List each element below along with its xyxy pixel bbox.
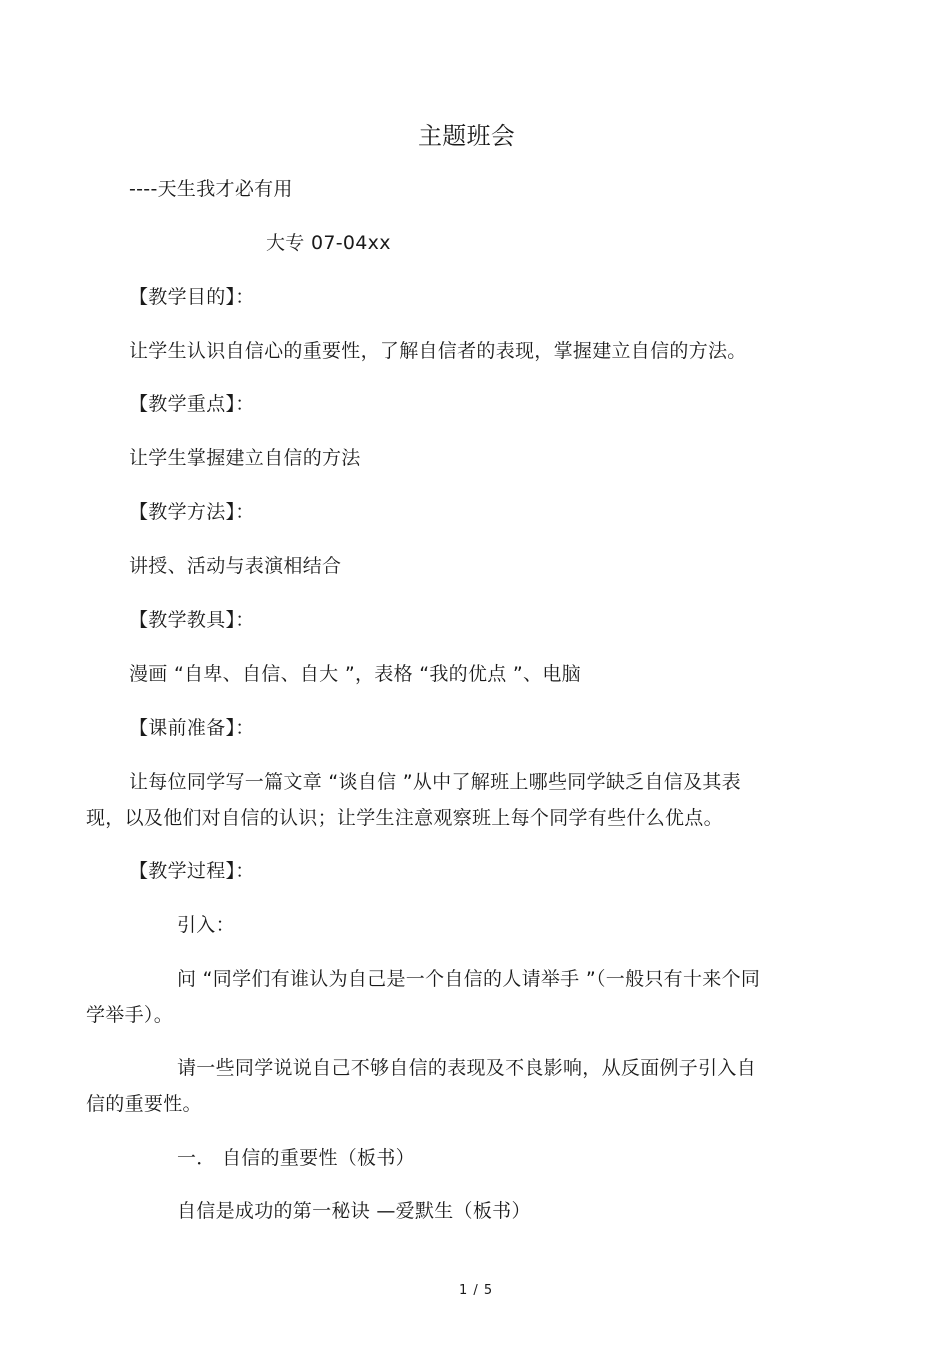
prep-text-line-1: 让每位同学写一篇文章 “谈自信 ”从中了解班上哪些同学缺乏自信及其表 [129, 771, 741, 793]
quote-text: 自信是成功的第一秘诀 —爱默生（板书） [177, 1200, 531, 1222]
goal-text: 让学生认识自信心的重要性，了解自信者的表现，掌握建立自信的方法。 [129, 340, 747, 362]
document-subtitle: ----天生我才必有用 [129, 178, 293, 200]
question-line-1: 问 “同学们有谁认为自己是一个自信的人请举手 ”（一般只有十来个同 [177, 968, 761, 990]
intro-label: 引入： [177, 914, 235, 936]
tools-heading: 【教学教具】： [129, 609, 255, 631]
method-text: 讲授、活动与表演相结合 [129, 555, 342, 577]
method-heading: 【教学方法】： [129, 501, 255, 523]
reverse-example-line-2: 信的重要性。 [86, 1093, 202, 1115]
prep-heading: 【课前准备】： [129, 717, 255, 739]
page-number: 1 / 5 [459, 1283, 494, 1298]
prep-text-line-2: 现，以及他们对自信的认识；让学生注意观察班上每个同学有些什么优点。 [86, 807, 723, 829]
reverse-example-line-1: 请一些同学说说自己不够自信的表现及不良影响，从反面例子引入自 [177, 1057, 757, 1079]
focus-heading: 【教学重点】： [129, 393, 255, 415]
section-heading-1: 一． 自信的重要性（板书） [177, 1147, 415, 1169]
goal-heading: 【教学目的】： [129, 286, 255, 308]
question-line-2: 学举手）。 [86, 1004, 174, 1026]
tools-text: 漫画 “自卑、自信、自大 ”，表格 “我的优点 ”、电脑 [129, 663, 581, 685]
process-heading: 【教学过程】： [129, 860, 255, 882]
focus-text: 让学生掌握建立自信的方法 [129, 447, 361, 469]
class-label: 大专 07-04xx [266, 232, 391, 254]
document-title: 主题班会 [418, 122, 516, 150]
